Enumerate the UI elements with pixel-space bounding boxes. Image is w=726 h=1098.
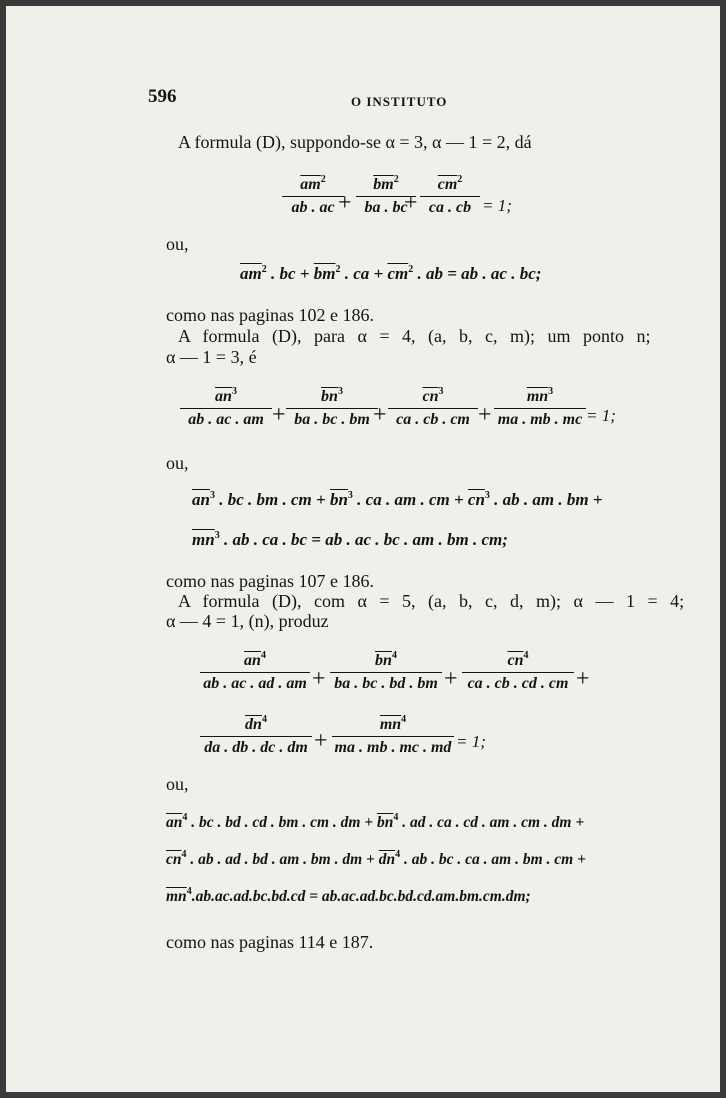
paragraph-6: como nas paginas 114 e 187. (166, 932, 374, 952)
frac-den: ca . cb (428, 199, 472, 216)
equation-tail: = 1; (482, 196, 512, 215)
paragraph-3a: A formula (D), para α = 4, (a, b, c, m); um ponto n; (178, 326, 651, 346)
fraction-an4: $\overline{an}^4$ ab . ac . ad . am (200, 650, 310, 695)
equation-6-line-3: $\overline{mn}^4.ab.ac.ad.bc.bd.cd = ab.ac.ad.bc.bd.cd.am.bm.cm.dm$; (166, 886, 531, 905)
plus-sign: + (314, 728, 328, 754)
fraction-cm2 (420, 174, 480, 219)
frac-exp: 2 (320, 174, 326, 185)
frac-num: $\overline{am}$ (300, 176, 321, 193)
frac-num: $\overline{cm}$ (437, 176, 458, 193)
fraction-bn4: $\overline{bn}^4$ ba . bc . bd . bm (330, 650, 442, 695)
equation-tail: = 1; (586, 406, 616, 425)
paragraph-2: como nas paginas 102 e 186. (166, 305, 374, 325)
plus-sign: + (312, 666, 326, 692)
frac-num: $\overline{bm}$ (373, 176, 394, 193)
plus-sign: + (373, 402, 387, 428)
ou-label: ou, (166, 234, 189, 254)
frac-exp: 2 (393, 174, 399, 185)
frac-den: ab . ac (291, 199, 335, 216)
fraction-dn4: $\overline{dn}^4$ da . db . dc . dm (200, 714, 312, 759)
plus-sign: + (576, 666, 590, 692)
ou-label: ou, (166, 774, 189, 794)
fraction-cn3: $\overline{cn}^3$ ca . cb . cm (388, 386, 478, 431)
plus-sign: + (478, 402, 492, 428)
frac-exp: 2 (457, 174, 463, 185)
frac-den: ba . bc (364, 199, 408, 216)
plus-sign: + (272, 402, 286, 428)
paragraph-3b: α — 1 = 3, é (166, 347, 257, 367)
equation-tail: = 1; (456, 732, 486, 751)
fraction-cn4: $\overline{cn}^4$ ca . cb . cd . cm (462, 650, 574, 695)
page-number: 596 (148, 86, 177, 107)
running-title: O INSTITUTO (351, 94, 448, 109)
plus-sign: + (444, 666, 458, 692)
paragraph-4: como nas paginas 107 e 186. (166, 571, 374, 591)
fraction-am2 (282, 174, 344, 219)
fraction-mn3: $\overline{mn}^3$ ma . mb . mc (494, 386, 586, 431)
paragraph-5a: A formula (D), com α = 5, (a, b, c, d, m); α — 1 = 4; (178, 591, 685, 611)
equation-6-line-1: $\overline{an}^4$ . bc . bd . cd . bm . cm . dm + $\overline{bn}^4$ . ad . ca . cd . am . cm . dm + (166, 812, 585, 831)
book-page (6, 6, 720, 1092)
equation-6-line-2: $\overline{cn}^4$ . ab . ad . bd . am . bm . dm + $\overline{dn}^4$ . ab . bc . ca . am . bm . cm + (166, 849, 586, 868)
plus-sign: + (338, 190, 352, 216)
equation-2: $\overline{am}^2$ . bc + $\overline{bm}^2$ . ca + $\overline{cm}^2$ . ab = ab . ac . bc; (240, 264, 542, 283)
paragraph-1: A formula (D), suppondo-se α = 3, α — 1 = 2, dá (178, 132, 532, 152)
equation-4-line-1: $\overline{an}^3$ . bc . bm . cm + $\overline{bn}^3$ . ca . am . cm + $\overline{cn}^3$ . ab . am . bm + (192, 490, 603, 509)
fraction-bn3: $\overline{bn}^3$ ba . bc . bm (286, 386, 378, 431)
fraction-mn4: $\overline{mn}^4$ ma . mb . mc . md (332, 714, 454, 759)
paragraph-5b: α — 4 = 1, (n), produz (166, 611, 329, 631)
fraction-an3: $\overline{an}^3$ ab . ac . am (180, 386, 272, 431)
plus-sign: + (404, 190, 418, 216)
equation-4-line-2: $\overline{mn}^3$ . ab . ca . bc = ab . ac . bc . am . bm . cm; (192, 530, 508, 549)
ou-label: ou, (166, 453, 189, 473)
